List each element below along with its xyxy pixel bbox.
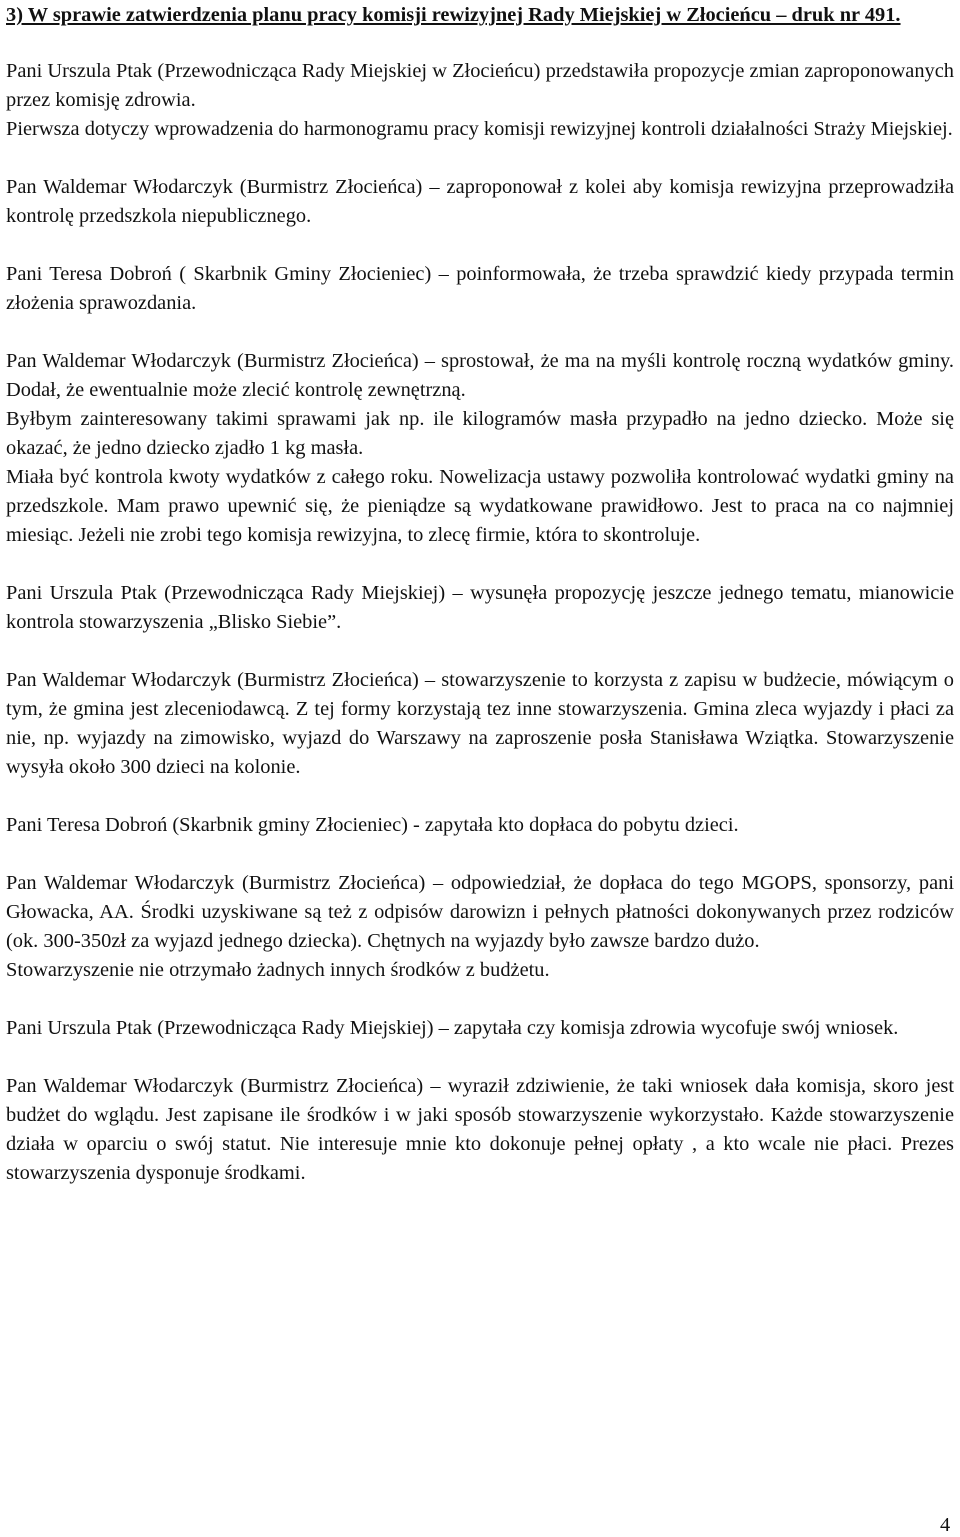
paragraph: Pani Urszula Ptak (Przewodnicząca Rady Miejskiej) – wysunęła propozycję jeszcze jednego tematu, mianowicie kontrola stowarzyszenia „Blisko Siebie”. — [6, 582, 954, 633]
paragraph: Miała być kontrola kwoty wydatków z całego roku. Nowelizacja ustawy pozwoliła kontrolować wydatki gminy na przedszkole. Mam prawo upewnić się, że pieniądze są wydatkowane prawidłowo. Jest to praca na co najmniej miesiąc. Jeżeli nie zrobi tego komisja rewizyjna, to zlecę firmie, która to skontroluje. — [6, 466, 954, 546]
paragraph: Pan Waldemar Włodarczyk (Burmistrz Złocieńca) – stowarzyszenie to korzysta z zapisu w budżecie, mówiącym o tym, że gmina jest zleceniodawcą. Z tej formy korzystają tez inne stowarzyszenia. Gmina zleca wyjazdy i płaci za nie, np. wyjazdy na zimowisko, wyjazd do Warszawy na zaproszenie posła Stanisława Wziątka. Stowarzyszenie wysyła około 300 dzieci na kolonie. — [6, 669, 954, 778]
paragraph: Pierwsza dotyczy wprowadzenia do harmonogramu pracy komisji rewizyjnej kontroli działalności Straży Miejskiej. — [6, 118, 953, 140]
paragraph: Pan Waldemar Włodarczyk (Burmistrz Złocieńca) – wyraził zdziwienie, że taki wniosek dała komisja, skoro jest budżet do wglądu. Jest zapisane ile środków i w jaki sposób stowarzyszenie wykorzystało. Każde stowarzyszenie działa w oparciu o swój statut. Nie interesuje mnie kto dokonuje pełnej opłaty , a kto wcale nie płaci. Prezes stowarzyszenia dysponuje środkami. — [6, 1075, 954, 1184]
paragraph: Pan Waldemar Włodarczyk (Burmistrz Złocieńca) – sprostował, że ma na myśli kontrolę roczną wydatków gminy. Dodał, że ewentualnie może zlecić kontrolę zewnętrzną. — [6, 350, 954, 401]
paragraph: Pani Teresa Dobroń (Skarbnik gminy Złocieniec) - zapytała kto dopłaca do pobytu dzieci. — [6, 814, 739, 836]
paragraph: Pani Urszula Ptak (Przewodnicząca Rady Miejskiej w Złocieńcu) przedstawiła propozycje zmian zaproponowanych przez komisję zdrowia. — [6, 60, 954, 111]
paragraph: Pani Teresa Dobroń ( Skarbnik Gminy Złocieniec) – poinformowała, że trzeba sprawdzić kiedy przypada termin złożenia sprawozdania. — [6, 263, 954, 314]
paragraph: Byłbym zainteresowany takimi sprawami jak np. ile kilogramów masła przypadło na jedno dziecko. Może się okazać, że jedno dziecko zjadło 1 kg masła. — [6, 408, 954, 459]
paragraph: Pan Waldemar Włodarczyk (Burmistrz Złocieńca) – odpowiedział, że dopłaca do tego MGOPS, sponsorzy, pani Głowacka, AA. Środki uzyskiwane są też z odpisów darowizn i pełnych płatności dokonywanych przez rodziców (ok. 300-350zł za wyjazd jednego dziecka). Chętnych na wyjazdy było zawsze bardzo dużo. — [6, 872, 954, 952]
section-heading: 3) W sprawie zatwierdzenia planu pracy komisji rewizyjnej Rady Miejskiej w Złocieńcu – druk nr 491. — [6, 4, 901, 26]
paragraph: Pani Urszula Ptak (Przewodnicząca Rady Miejskiej) – zapytała czy komisja zdrowia wycofuje swój wniosek. — [6, 1017, 899, 1039]
paragraph: Stowarzyszenie nie otrzymało żadnych innych środków z budżetu. — [6, 959, 550, 981]
paragraph: Pan Waldemar Włodarczyk (Burmistrz Złocieńca) – zaproponował z kolei aby komisja rewizyjna przeprowadziła kontrolę przedszkola niepublicznego. — [6, 176, 954, 227]
page-number: 4 — [940, 1514, 951, 1536]
page-content — [6, 0, 954, 1188]
